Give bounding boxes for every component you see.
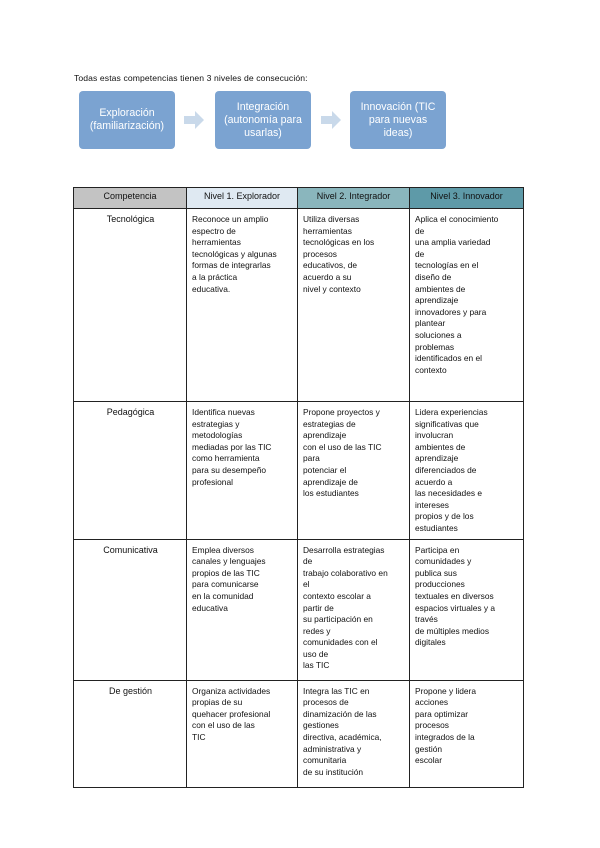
intro-text: Todas estas competencias tienen 3 niveles de consecución: xyxy=(74,73,308,83)
nivel-1-cell: Identifica nuevas estrategias y metodologías mediadas por las TIC como herramienta para su desempeño profesional xyxy=(187,402,298,540)
nivel-2-cell: Utiliza diversas herramientas tecnológicas en los procesos educativos, de acuerdo a su nivel y contexto xyxy=(298,209,410,402)
nivel-2-cell: Integra las TIC en procesos de dinamización de las gestiones directiva, académica, administrativa y comunitaria de su institución xyxy=(298,680,410,787)
nivel-2-cell: Propone proyectos y estrategias de aprendizaje con el uso de las TIC para potenciar el aprendizaje de los estudiantes xyxy=(298,402,410,540)
competencia-cell: De gestión xyxy=(74,680,187,787)
arrow-right-icon xyxy=(321,111,341,129)
header-competencia: Competencia xyxy=(74,188,187,209)
nivel-3-cell: Propone y lidera acciones para optimizar procesos integrados de la gestión escolar xyxy=(410,680,524,787)
nivel-1-cell: Organiza actividades propias de su quehacer profesional con el uso de las TIC xyxy=(187,680,298,787)
flow-step-integracion xyxy=(215,91,311,149)
nivel-2-cell: Desarrolla estrategias de trabajo colaborativo en el contexto escolar a partir de su participación en redes y comunidades con el uso de las TIC xyxy=(298,539,410,680)
flow-step-label: Exploración (familiarización) xyxy=(89,107,165,132)
arrow-right-icon xyxy=(184,111,204,129)
table-header-row xyxy=(74,188,524,209)
table-row xyxy=(74,209,524,402)
competencia-cell: Pedagógica xyxy=(74,402,187,540)
header-nivel-1: Nivel 1. Explorador xyxy=(187,188,298,209)
flow-step-label: Integración (autonomía para usarlas) xyxy=(224,100,302,139)
nivel-1-cell: Emplea diversos canales y lenguajes propios de las TIC para comunicarse en la comunidad educativa xyxy=(187,539,298,680)
nivel-3-cell: Aplica el conocimiento de una amplia variedad de tecnologías en el diseño de ambientes de aprendizaje innovadores y para plantear soluciones a problemas identificados en el contexto xyxy=(410,209,524,402)
competencias-table xyxy=(73,187,524,788)
competencia-cell: Comunicativa xyxy=(74,539,187,680)
flow-step-innovacion xyxy=(350,91,446,149)
nivel-3-cell: Lidera experiencias significativas que involucran ambientes de aprendizaje diferenciados de acuerdo a las necesidades e intereses propios y de los estudiantes xyxy=(410,402,524,540)
header-nivel-3: Nivel 3. Innovador xyxy=(410,188,524,209)
header-nivel-2: Nivel 2. Integrador xyxy=(298,188,410,209)
table-row xyxy=(74,539,524,680)
competencia-cell: Tecnológica xyxy=(74,209,187,402)
flow-step-exploracion xyxy=(79,91,175,149)
nivel-1-cell: Reconoce un amplio espectro de herramientas tecnológicas y algunas formas de integrarlas a la práctica educativa. xyxy=(187,209,298,402)
table-row xyxy=(74,680,524,787)
table-row xyxy=(74,402,524,540)
flow-step-label: Innovación (TIC para nuevas ideas) xyxy=(360,100,436,139)
nivel-3-cell: Participa en comunidades y publica sus producciones textuales en diversos espacios virtuales y a través de múltiples medios digitales xyxy=(410,539,524,680)
